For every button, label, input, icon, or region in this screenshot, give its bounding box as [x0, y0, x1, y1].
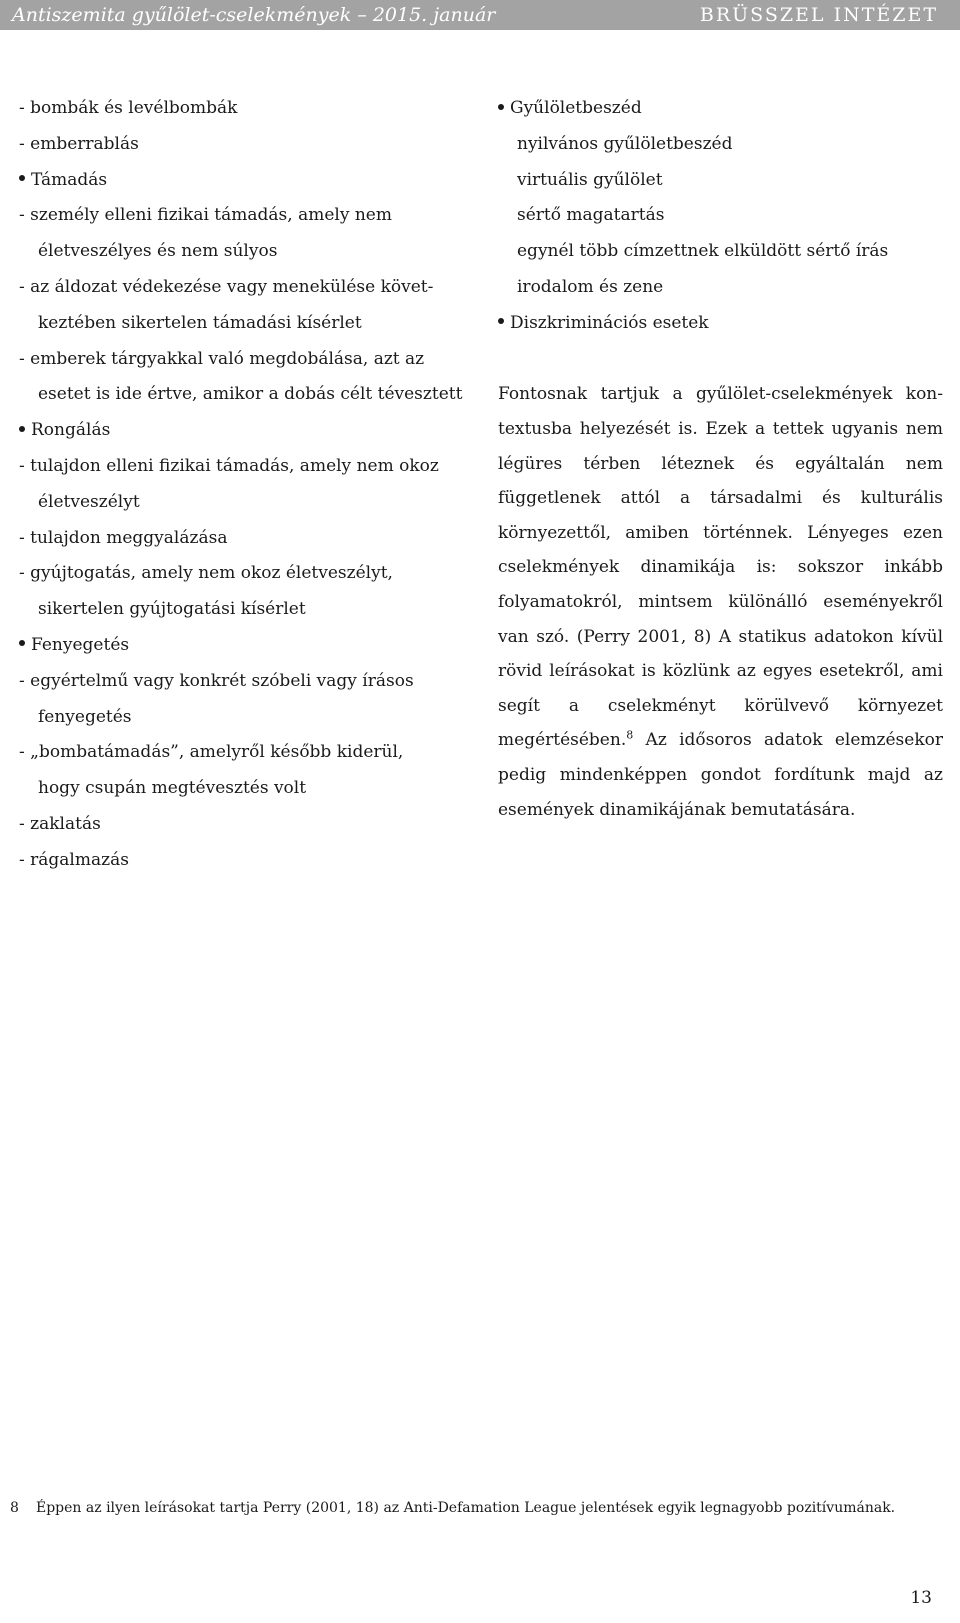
- list-item: irodalom és zene: [517, 276, 664, 297]
- list-item-continuation: esetet is ide értve, amikor a dobás célt tévesztett: [38, 384, 463, 405]
- list-item-continuation: fenyegetés: [38, 706, 132, 727]
- category-heading: Gyűlöletbeszéd: [498, 91, 943, 127]
- right-column: [498, 91, 943, 827]
- paragraph-text-continued: Az idősoros adatok elemzésekor pedig mindenképpen gondot fordítunk majd az események dinamikájának bemutatására.: [498, 730, 943, 820]
- page-number: 13: [910, 1588, 932, 1608]
- left-column: [19, 91, 466, 879]
- category-heading: Diszkriminációs esetek: [498, 306, 943, 342]
- footnote-text: Éppen az ilyen leírásokat tartja Perry (2001, 18) az Anti-Defamation League jelentések egyik legnagyobb pozitívumának.: [36, 1500, 896, 1516]
- list-item-continuation: életveszélyes és nem súlyos: [38, 241, 278, 262]
- bullet-icon: [498, 318, 504, 324]
- list-item: - az áldozat védekezése vagy menekülése követ-: [19, 276, 434, 297]
- list-item: - rágalmazás: [19, 849, 129, 870]
- paragraph-text: Fontosnak tartjuk a gyűlölet-cselekmények kon-textusba helyezését is. Ezek a tettek ugyanis nem légüres térben léteznek és egyáltalán nem függetlenek attól a társadalmi és kulturális környezettől, amiben történnek. Lényeges ezen cselekmények dinamikája is: sokszor inkább folyamatokról, mintsem különálló eseményekről van szó. (Perry 2001, 8) A statikus adatokon kívül rövid leírásokat is közlünk az egyes esetekről, ami segít a cselekményt körülvevő környezet megértésében.: [498, 384, 943, 751]
- category-heading: Fenyegetés: [19, 628, 466, 664]
- header-title: Antiszemita gyűlölet-cselekmények – 2015. január: [12, 4, 496, 26]
- list-item: nyilvános gyűlöletbeszéd: [517, 133, 733, 154]
- list-item-continuation: életveszélyt: [38, 491, 140, 512]
- category-heading: Rongálás: [19, 413, 466, 449]
- list-item: - tulajdon meggyalázása: [19, 527, 228, 548]
- list-item: - emberek tárgyakkal való megdobálása, azt az: [19, 348, 425, 369]
- footnote: [10, 1498, 896, 1518]
- list-item: - zaklatás: [19, 813, 101, 834]
- header-organization: BRÜSSZEL INTÉZET: [699, 4, 938, 26]
- list-item-continuation: hogy csupán megtévesztés volt: [38, 778, 307, 799]
- list-item: sértő magatartás: [517, 205, 665, 226]
- list-item: - gyújtogatás, amely nem okoz életveszélyt,: [19, 563, 393, 584]
- footnote-number: 8: [10, 1500, 19, 1516]
- list-item: - egyértelmű vagy konkrét szóbeli vagy írásos: [19, 670, 414, 691]
- category-heading: Támadás: [19, 163, 466, 199]
- body-paragraph: [498, 377, 943, 827]
- bullet-icon: [498, 104, 504, 110]
- bullet-icon: [19, 426, 25, 432]
- list-item-continuation: keztében sikertelen támadási kísérlet: [38, 312, 362, 333]
- page-header: [0, 0, 960, 30]
- list-item: - „bombatámadás”, amelyről később kiderül,: [19, 742, 404, 763]
- list-item: virtuális gyűlölet: [517, 169, 663, 190]
- list-item: egynél több címzettnek elküldött sértő írás: [517, 241, 889, 262]
- spacer: [498, 342, 943, 378]
- list-item-continuation: sikertelen gyújtogatási kísérlet: [38, 599, 306, 620]
- footnote-reference[interactable]: 8: [626, 728, 634, 742]
- list-item: - személy elleni fizikai támadás, amely nem: [19, 205, 392, 226]
- list-item: - emberrablás: [19, 133, 139, 154]
- list-item: - tulajdon elleni fizikai támadás, amely nem okoz: [19, 455, 439, 476]
- bullet-icon: [19, 175, 25, 181]
- list-item: - bombák és levélbombák: [19, 98, 238, 118]
- bullet-icon: [19, 640, 25, 646]
